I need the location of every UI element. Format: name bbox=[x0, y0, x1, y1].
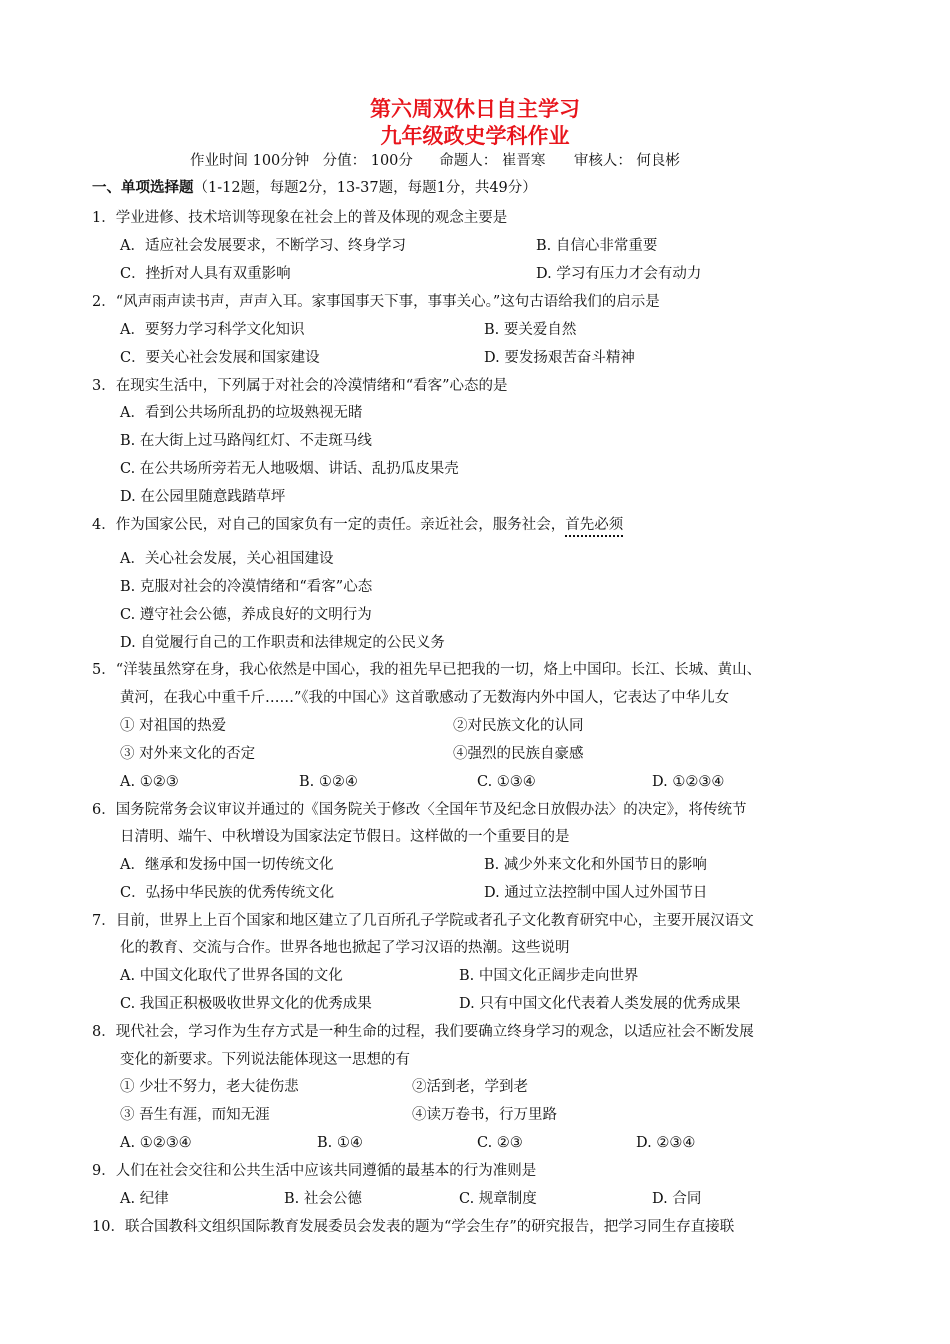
question-8-item-4: ④读万卷书，行万里路 bbox=[412, 1107, 557, 1123]
question-8-option-a: A. ①②③④ bbox=[120, 1135, 192, 1151]
question-5-stem-line-2: 黄河，在我心中重千斤……”《我的中国心》这首歌感动了无数海内外中国人，它表达了中华儿女 bbox=[120, 690, 730, 706]
question-4-emphasis: 首先必须 bbox=[565, 517, 624, 533]
question-4-option-d: D. 自觉履行自己的工作职责和法律规定的公民义务 bbox=[120, 635, 445, 651]
question-8-option-d: D. ②③④ bbox=[636, 1135, 696, 1151]
question-7-option-b: B. 中国文化正阔步走向世界 bbox=[459, 968, 639, 984]
question-9-option-b: B. 社会公德 bbox=[284, 1191, 362, 1207]
question-8-option-b: B. ①④ bbox=[317, 1135, 363, 1151]
question-7-option-d: D. 只有中国文化代表着人类发展的优秀成果 bbox=[459, 996, 741, 1012]
assignment-reviewer: 审核人： 何良彬 bbox=[573, 153, 680, 169]
section-heading-row bbox=[92, 178, 537, 198]
question-8-option-c: C. ②③ bbox=[477, 1135, 523, 1151]
question-9-option-a: A. 纪律 bbox=[120, 1191, 169, 1207]
question-9-option-d: D. 合同 bbox=[652, 1191, 702, 1207]
question-1-option-a: A．适应社会发展要求，不断学习、终身学习 bbox=[120, 238, 406, 254]
assignment-score: 分值： 100分 bbox=[322, 153, 413, 169]
question-4-option-b: B. 克服对社会的冷漠情绪和“看客”心态 bbox=[120, 579, 373, 595]
question-5-option-a: A. ①②③ bbox=[120, 774, 179, 790]
question-9-stem: 9．人们在社会交往和公共生活中应该共同遵循的最基本的行为准则是 bbox=[92, 1163, 537, 1179]
question-5-item-1: ① 对祖国的热爱 bbox=[120, 718, 227, 734]
question-6-option-b: B. 减少外来文化和外国节日的影响 bbox=[484, 857, 707, 873]
question-5-option-b: B. ①②④ bbox=[299, 774, 358, 790]
question-1-option-c: C．挫折对人具有双重影响 bbox=[120, 266, 291, 282]
question-1-stem: 1．学业进修、技术培训等现象在社会上的普及体现的观念主要是 bbox=[92, 210, 508, 226]
question-2-option-a: A．要努力学习科学文化知识 bbox=[120, 322, 305, 338]
question-9-option-c: C. 规章制度 bbox=[459, 1191, 537, 1207]
question-7-option-a: A. 中国文化取代了世界各国的文化 bbox=[120, 968, 343, 984]
section-heading: 一、单项选择题 bbox=[92, 180, 194, 196]
question-8-stem-line-2: 变化的新要求。下列说法能体现这一思想的有 bbox=[120, 1052, 410, 1068]
question-2-option-d: D. 要发扬艰苦奋斗精神 bbox=[484, 350, 635, 366]
question-5-item-2: ②对民族文化的认同 bbox=[453, 718, 584, 734]
question-3-option-d: D. 在公园里随意践踏草坪 bbox=[120, 489, 286, 505]
question-1-option-d: D. 学习有压力才会有动力 bbox=[536, 266, 702, 282]
question-5-item-4: ④强烈的民族自豪感 bbox=[453, 746, 584, 762]
question-6-stem-line-1: 6．国务院常务会议审议并通过的《国务院关于修改〈全国年节及纪念日放假办法〉的决定》，将传统节 bbox=[92, 802, 747, 818]
page-subtitle: 九年级政史学科作业 bbox=[380, 124, 570, 148]
question-4-stem-text: 4．作为国家公民，对自己的国家负有一定的责任。亲近社会，服务社会， bbox=[92, 517, 566, 533]
section-note: （1-12题，每题2分，13-37题，每题1分，共49分） bbox=[193, 180, 537, 196]
question-5-option-d: D. ①②③④ bbox=[652, 774, 725, 790]
question-3-option-b: B. 在大街上过马路闯红灯、不走斑马线 bbox=[120, 433, 372, 449]
assignment-author: 命题人： 崔晋寒 bbox=[439, 153, 546, 169]
question-5-option-c: C. ①③④ bbox=[477, 774, 536, 790]
question-6-option-d: D. 通过立法控制中国人过外国节日 bbox=[484, 885, 708, 901]
assignment-meta bbox=[190, 151, 680, 171]
question-6-option-a: A．继承和发扬中国一切传统文化 bbox=[120, 857, 334, 873]
question-4-stem bbox=[92, 515, 623, 535]
question-2-option-c: C．要关心社会发展和国家建设 bbox=[120, 350, 320, 366]
question-1-option-b: B. 自信心非常重要 bbox=[536, 238, 658, 254]
question-2-stem: 2．“风声雨声读书声，声声入耳。家事国事天下事，事事关心。”这句古语给我们的启示是 bbox=[92, 294, 660, 310]
assignment-time: 作业时间 100分钟 bbox=[190, 153, 310, 169]
question-3-option-c: C. 在公共场所旁若无人地吸烟、讲话、乱扔瓜皮果壳 bbox=[120, 461, 459, 477]
question-10-stem: 10．联合国教科文组织国际教育发展委员会发表的题为“学会生存”的研究报告，把学习同生存直接联 bbox=[92, 1219, 735, 1235]
page-title: 第六周双休日自主学习 bbox=[370, 97, 580, 121]
question-5-stem-line-1: 5．“洋装虽然穿在身，我心依然是中国心，我的祖先早已把我的一切，烙上中国印。长江、长城、黄山、 bbox=[92, 662, 762, 678]
question-7-stem-line-1: 7．目前，世界上上百个国家和地区建立了几百所孔子学院或者孔子文化教育研究中心，主要开展汉语文 bbox=[92, 913, 754, 929]
question-3-option-a: A．看到公共场所乱扔的垃圾熟视无睹 bbox=[120, 405, 363, 421]
question-8-stem-line-1: 8．现代社会，学习作为生存方式是一种生命的过程，我们要确立终身学习的观念，以适应社会不断发展 bbox=[92, 1024, 754, 1040]
question-8-item-3: ③ 吾生有涯，而知无涯 bbox=[120, 1107, 270, 1123]
question-3-stem: 3．在现实生活中，下列属于对社会的冷漠情绪和“看客”心态的是 bbox=[92, 378, 508, 394]
question-4-option-a: A．关心社会发展，关心祖国建设 bbox=[120, 551, 334, 567]
question-7-option-c: C. 我国正积极吸收世界文化的优秀成果 bbox=[120, 996, 372, 1012]
question-6-option-c: C．弘扬中华民族的优秀传统文化 bbox=[120, 885, 335, 901]
question-8-item-1: ① 少壮不努力，老大徒伤悲 bbox=[120, 1079, 299, 1095]
question-7-stem-line-2: 化的教育、交流与合作。世界各地也掀起了学习汉语的热潮。这些说明 bbox=[120, 940, 570, 956]
question-5-item-3: ③ 对外来文化的否定 bbox=[120, 746, 256, 762]
question-2-option-b: B. 要关爱自然 bbox=[484, 322, 577, 338]
question-6-stem-line-2: 日清明、端午、中秋增设为国家法定节假日。这样做的一个重要目的是 bbox=[120, 829, 570, 845]
question-4-option-c: C. 遵守社会公德，养成良好的文明行为 bbox=[120, 607, 372, 623]
question-8-item-2: ②活到老，学到老 bbox=[412, 1079, 528, 1095]
